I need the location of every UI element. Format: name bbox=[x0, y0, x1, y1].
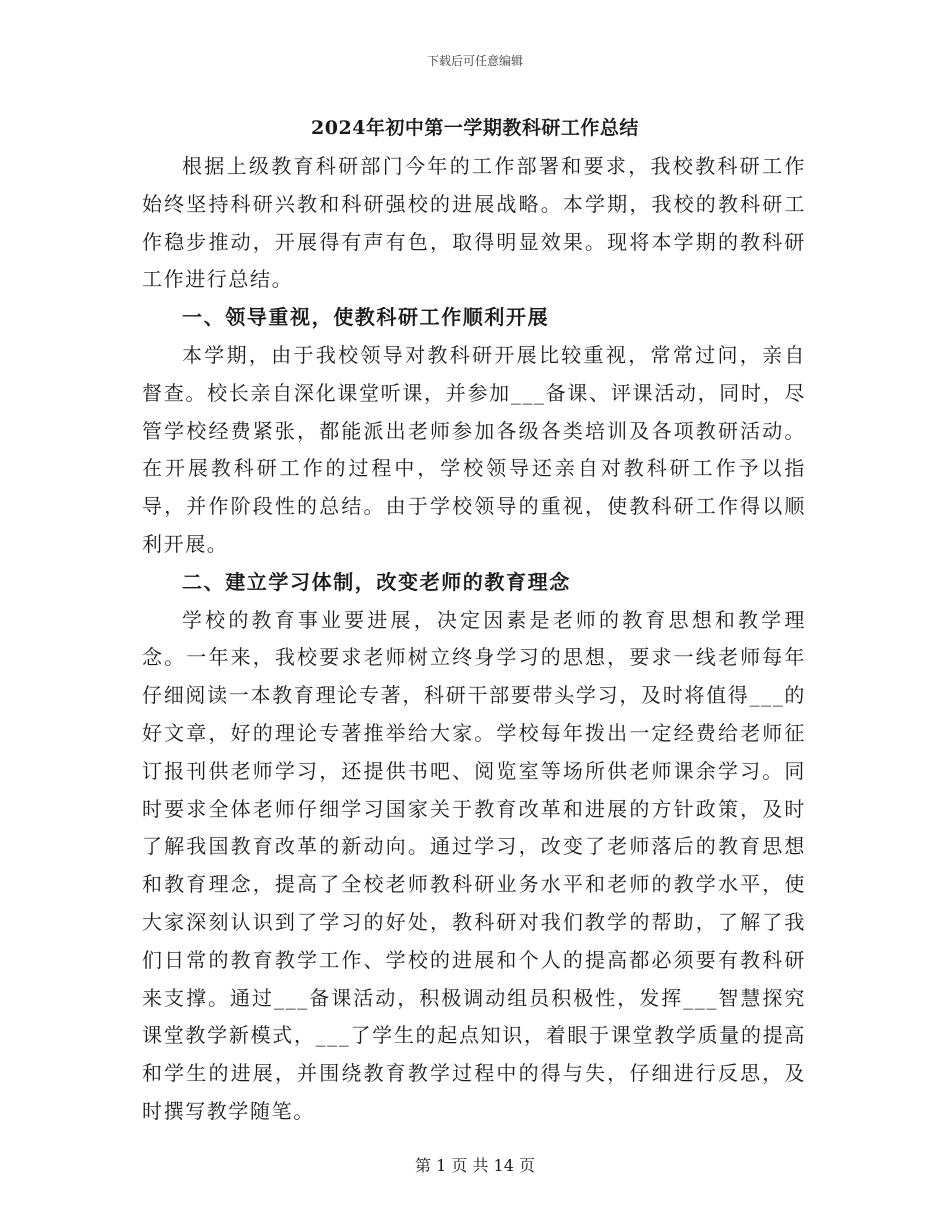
intro-paragraph: 根据上级教育科研部门今年的工作部署和要求，我校教科研工作始终坚持科研兴教和科研强校的进展战略。本学期，我校的教科研工作稳步推动，开展得有声有色，取得明显效果。现将本学期的教科研工作进行总结。 bbox=[142, 154, 806, 292]
document-body bbox=[142, 148, 806, 1131]
section-paragraph-1: 本学期，由于我校领导对教科研开展比较重视，常常过问，亲自督查。校长亲自深化课堂听课，并参加___备课、评课活动，同时，尽管学校经费紧张，都能派出老师参加各级各类培训及各项教研活动。在开展教科研工作的过程中，学校领导还亲自对教科研工作予以指导，并作阶段性的总结。由于学校领导的重视，使教科研工作得以顺利开展。 bbox=[142, 342, 806, 556]
section-heading-2: 二、建立学习体制，改变老师的教育理念 bbox=[182, 569, 571, 594]
page-header-note: 下载后可任意编辑 bbox=[426, 54, 523, 68]
section-paragraph-2: 学校的教育事业要进展，决定因素是老师的教育思想和教学理念。一年来，我校要求老师树立终身学习的思想，要求一线老师每年仔细阅读一本教育理论专著，科研干部要带头学习，及时将值得___的好文章，好的理论专著推举给大家。学校每年拨出一定经费给老师征订报刊供老师学习，还提供书吧、阅览室等场所供老师课余学习。同时要求全体老师仔细学习国家关于教育改革和进展的方针政策，及时了解我国教育改革的新动向。通过学习，改变了老师落后的教育思想和教育理念，提高了全校老师教科研业务水平和老师的教学水平，使大家深刻认识到了学习的好处，教科研对我们教学的帮助，了解了我们日常的教育教学工作、学校的进展和个人的提高都必须要有教科研来支撑。通过___备课活动，积极调动组员积极性，发挥___智慧探究课堂教学新模式，___了学生的起点知识，着眼于课堂教学质量的提高和学生的进展，并围绕教育教学过程中的得与失，仔细进行反思，及时撰写教学随笔。 bbox=[142, 607, 806, 1123]
document-title: 2024年初中第一学期教科研工作总结 bbox=[311, 117, 639, 139]
section-heading-1: 一、领导重视，使教科研工作顺利开展 bbox=[182, 305, 550, 330]
page-number: 第 1 页 共 14 页 bbox=[415, 1156, 535, 1175]
